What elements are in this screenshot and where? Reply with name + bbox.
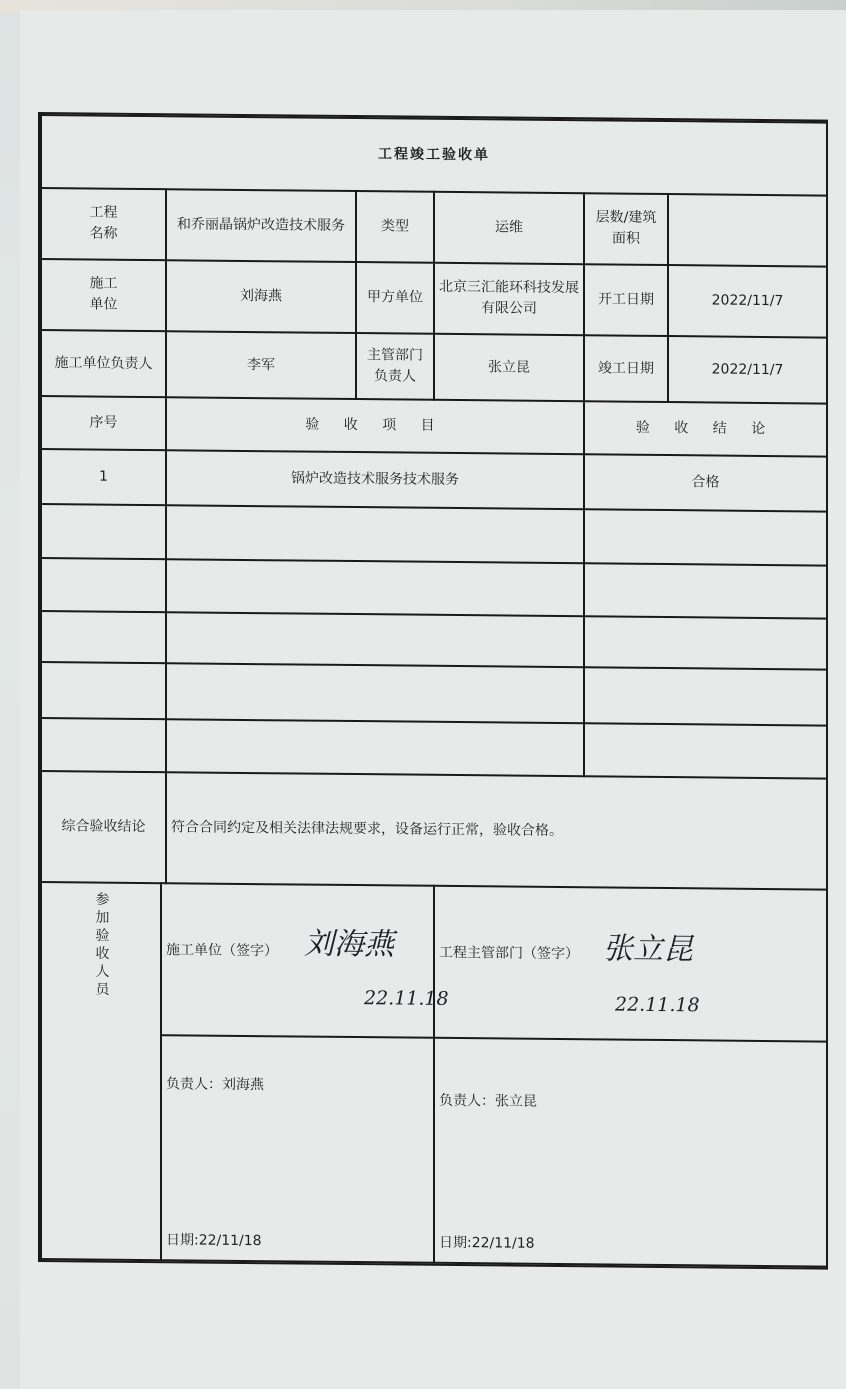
project-name-label-line2: 名称 <box>89 225 118 243</box>
floors-area-value <box>668 194 827 266</box>
dept-responsible-cell <box>434 1038 827 1267</box>
item-name <box>166 663 584 724</box>
acceptance-table <box>40 114 828 1268</box>
constructor-manager-label: 施工单位负责人 <box>41 330 166 398</box>
party-a-value: 北京三汇能环科技发展有限公司 <box>434 263 584 335</box>
item-name <box>166 612 584 667</box>
item-name <box>166 505 584 564</box>
acceptance-form <box>38 112 828 1270</box>
dept-manager-value: 张立昆 <box>434 333 584 401</box>
constructor-date: 日期:22/11/18 <box>166 1232 262 1250</box>
type-label: 类型 <box>356 191 434 263</box>
item-result: 合格 <box>584 454 827 511</box>
constructor-label <box>41 259 166 331</box>
constructor-label-line1: 施工 <box>89 275 118 292</box>
completion-date-value: 2022/11/7 <box>668 336 827 404</box>
item-result <box>584 616 827 669</box>
constructor-responsible-cell <box>161 1035 434 1262</box>
table-row <box>41 662 827 726</box>
item-result <box>584 564 827 619</box>
conclusion-text: 符合合同约定及相关法律法规要求，设备运行正常，验收合格。 <box>166 772 827 890</box>
item-name <box>166 720 584 777</box>
constructor-sign-date: 22.11.18 <box>364 987 449 1011</box>
item-result <box>584 667 827 726</box>
items-header-result: 验 收 结 论 <box>584 402 827 457</box>
start-date-label: 开工日期 <box>584 264 668 336</box>
project-name-value: 和乔丽晶锅炉改造技术服务 <box>166 189 356 262</box>
item-name: 锅炉改造技术服务技术服务 <box>166 450 584 509</box>
item-name <box>166 560 584 617</box>
table-row <box>41 718 827 778</box>
item-result <box>584 724 827 779</box>
constructor-value: 刘海燕 <box>166 260 356 333</box>
dept-manager-label: 主管部门负责人 <box>356 333 434 401</box>
constructor-signature: 刘海燕 <box>304 926 394 963</box>
dept-signature: 张立昆 <box>603 931 693 968</box>
type-value: 运维 <box>434 192 584 264</box>
floors-area-label: 层数/建筑面积 <box>584 193 668 265</box>
dept-responsible: 负责人：张立昆 <box>439 1093 537 1110</box>
project-name-label <box>41 188 166 260</box>
item-seq <box>41 611 166 663</box>
items-header-item: 验 收 项 目 <box>166 398 584 455</box>
constructor-sign-label: 施工单位（签字） <box>166 942 278 960</box>
participants-label-cell <box>41 882 161 1260</box>
table-row <box>41 558 827 618</box>
item-seq <box>41 558 166 612</box>
items-header-seq: 序号 <box>41 396 166 450</box>
conclusion-label: 综合验收结论 <box>41 771 166 884</box>
item-seq: 1 <box>41 449 166 505</box>
dept-sign-label: 工程主管部门（签字） <box>439 945 579 963</box>
project-name-label-line1: 工程 <box>89 204 118 222</box>
constructor-responsible: 负责人：刘海燕 <box>166 1076 264 1094</box>
start-date-value: 2022/11/7 <box>668 265 827 337</box>
item-result <box>584 509 827 566</box>
dept-sign-cell <box>434 886 827 1042</box>
table-row <box>41 504 827 566</box>
form-title: 工程竣工验收单 <box>41 115 827 195</box>
constructor-sign-cell <box>161 883 449 1037</box>
participants-label: 参加验收人员 <box>93 891 110 1000</box>
item-seq <box>41 662 166 720</box>
dept-sign-date: 22.11.18 <box>615 993 700 1017</box>
item-seq <box>41 504 166 560</box>
party-a-label: 甲方单位 <box>356 262 434 334</box>
completion-date-label: 竣工日期 <box>584 335 668 403</box>
constructor-manager-value: 李军 <box>166 331 356 400</box>
dept-date: 日期:22/11/18 <box>439 1234 535 1252</box>
constructor-label-line2: 单位 <box>89 296 118 313</box>
item-seq <box>41 718 166 772</box>
table-row <box>41 611 827 669</box>
table-row <box>41 449 827 511</box>
